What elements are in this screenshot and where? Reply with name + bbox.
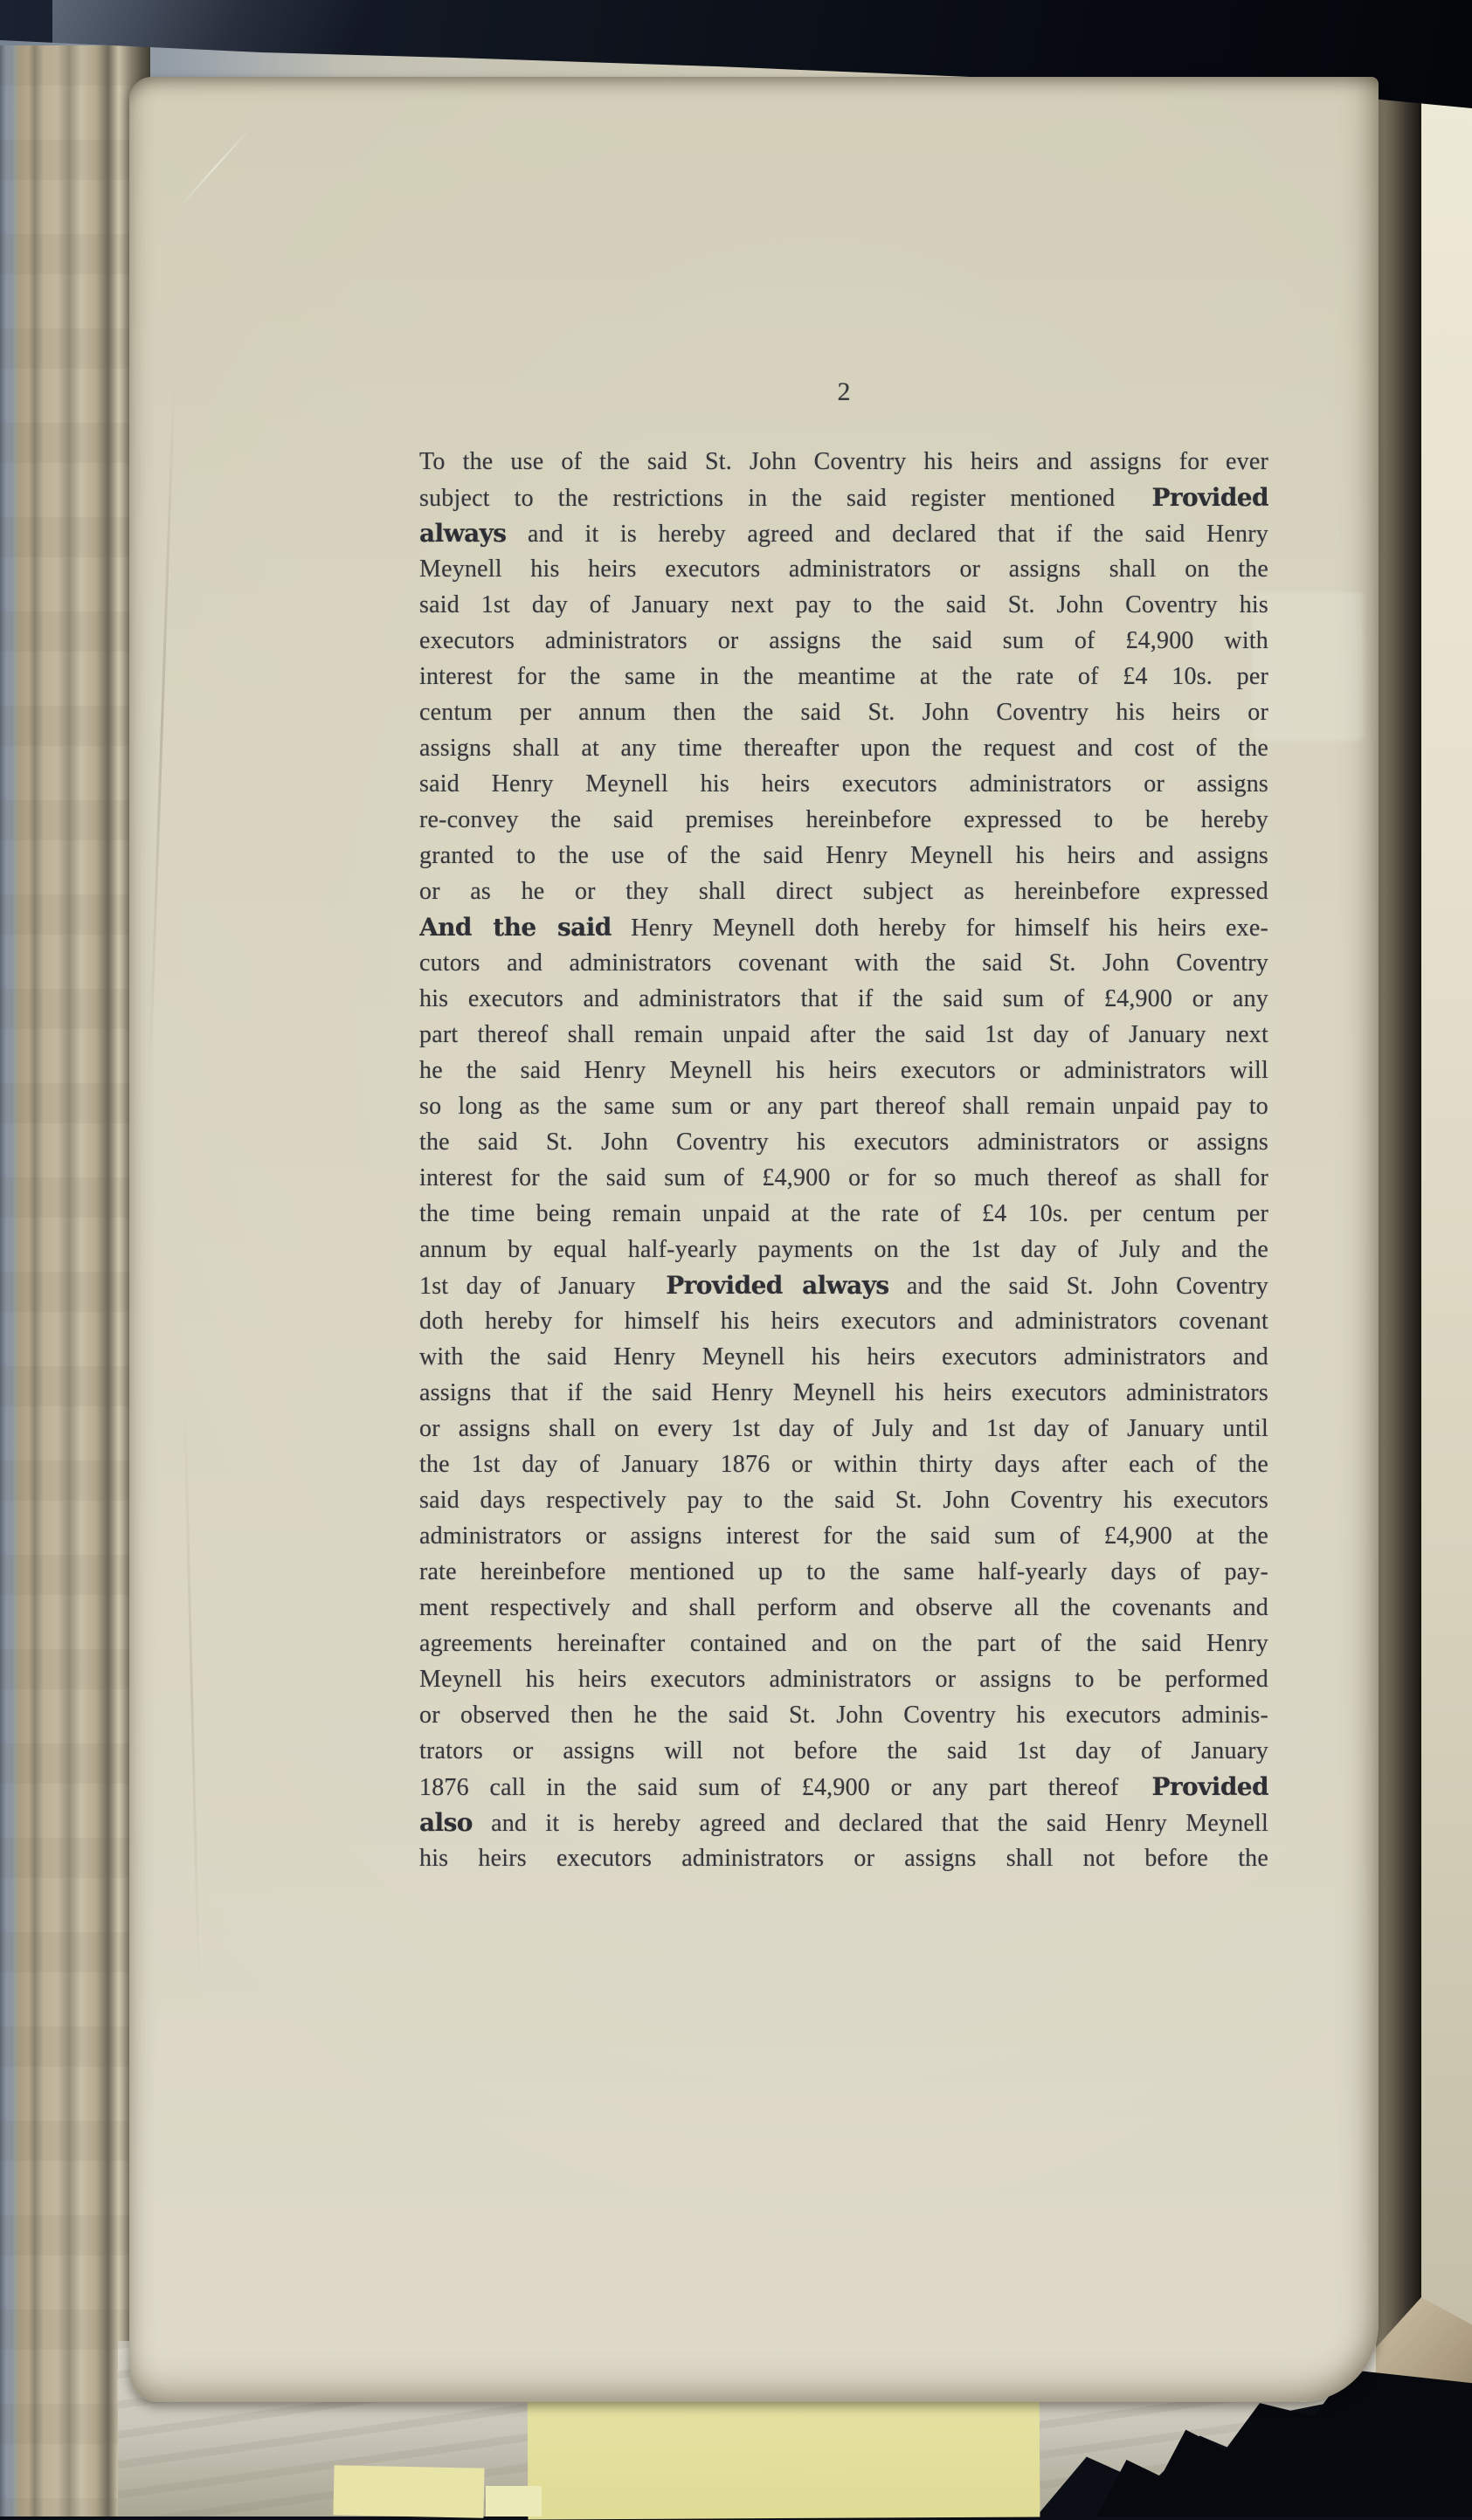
text-segment: re-convey the said premises hereinbefore expressed to be hereby <box>419 806 1268 833</box>
text-segment: part thereof shall remain unpaid after the said 1st day of January next <box>419 1021 1268 1048</box>
text-line <box>419 623 1268 659</box>
blackletter-segment: And the said <box>419 913 612 942</box>
text-segment: subject to the restrictions in the said register mentioned <box>419 485 1152 512</box>
show-through-patch <box>1252 592 1364 741</box>
text-segment: 1st day of January <box>419 1273 667 1300</box>
yellow-slip-fragment <box>333 2465 484 2518</box>
text-line <box>419 1160 1268 1196</box>
text-line <box>419 1769 1268 1805</box>
page-edge-shadow-gap <box>1373 87 1420 2428</box>
text-segment: he the said Henry Meynell his heirs executors or administrators will <box>419 1057 1268 1084</box>
blackletter-segment: Provided <box>1151 1772 1268 1801</box>
text-segment: his heirs executors administrators or assigns shall not before the <box>419 1845 1268 1872</box>
text-segment: centum per annum then the said St. John Coventry his heirs or <box>419 699 1268 726</box>
text-line <box>419 802 1268 838</box>
text-line <box>419 1518 1268 1554</box>
text-segment: his executors and administrators that if the said sum of £4,900 or any <box>419 985 1268 1012</box>
page-number: 2 <box>837 377 851 406</box>
text-line <box>419 945 1268 981</box>
paper-crease <box>183 1387 200 1999</box>
blackletter-segment: always <box>419 519 507 548</box>
text-segment: with the said Henry Meynell his heirs executors administrators and <box>419 1343 1268 1370</box>
text-segment: Meynell his heirs executors administrators or assigns shall on the <box>419 556 1268 583</box>
text-line <box>419 1303 1268 1339</box>
text-segment: or observed then he the said St. John Coventry his executors adminis- <box>419 1702 1268 1729</box>
text-segment: and the said St. John Coventry <box>888 1273 1268 1300</box>
text-line <box>419 1626 1268 1661</box>
text-segment: ment respectively and shall perform and observe all the covenants and <box>419 1594 1268 1621</box>
book-foredge-strip <box>1419 93 1472 2364</box>
text-segment: assigns shall at any time thereafter upon the request and cost of the <box>419 735 1268 762</box>
text-line <box>419 1411 1268 1446</box>
text-line <box>419 766 1268 802</box>
text-line <box>419 1339 1268 1375</box>
text-line <box>419 1446 1268 1482</box>
text-segment: interest for the same in the meantime at the rate of £4 10s. per <box>419 663 1268 690</box>
text-segment: and it is hereby agreed and declared that the said Henry Meynell <box>472 1810 1268 1837</box>
yellow-slip-sliver <box>486 2486 542 2517</box>
text-segment: the time being remain unpaid at the rate of £4 10s. per centum per <box>419 1200 1268 1227</box>
text-segment: administrators or assigns interest for the said sum of £4,900 at the <box>419 1522 1268 1550</box>
text-line <box>419 838 1268 873</box>
text-line <box>419 1196 1268 1232</box>
text-line <box>419 1267 1268 1303</box>
text-line <box>419 1482 1268 1518</box>
text-segment: said Henry Meynell his heirs executors administrators or assigns <box>419 770 1268 797</box>
paper-crease <box>149 365 176 1081</box>
text-line <box>419 1554 1268 1590</box>
text-line <box>419 1088 1268 1124</box>
text-segment: doth hereby for himself his heirs executors and administrators covenant <box>419 1308 1268 1335</box>
text-line <box>419 444 1268 480</box>
text-line <box>419 1124 1268 1160</box>
text-segment: Meynell his heirs executors administrators or assigns to be performed <box>419 1666 1268 1693</box>
text-segment: said 1st day of January next pay to the said St. John Coventry his <box>419 591 1268 618</box>
page-stack-left-edges <box>0 45 150 2517</box>
text-line <box>419 909 1268 945</box>
text-segment: granted to the use of the said Henry Meynell his heirs and assigns <box>419 842 1268 869</box>
text-line <box>419 1840 1268 1876</box>
text-line <box>419 1590 1268 1626</box>
text-line <box>419 1017 1268 1053</box>
book-page <box>129 77 1379 2402</box>
text-line <box>419 730 1268 766</box>
text-line <box>419 551 1268 587</box>
text-line <box>419 587 1268 623</box>
text-segment: the 1st day of January 1876 or within thirty days after each of the <box>419 1451 1268 1478</box>
text-segment: cutors and administrators covenant with the said St. John Coventry <box>419 949 1268 977</box>
blackletter-segment: Provided <box>1151 483 1268 512</box>
text-line <box>419 515 1268 551</box>
text-line <box>419 1733 1268 1769</box>
blackletter-segment: Provided always <box>666 1271 889 1300</box>
blackletter-segment: also <box>419 1808 473 1837</box>
text-segment: 1876 call in the said sum of £4,900 or any part thereof <box>419 1774 1152 1801</box>
text-segment: so long as the same sum or any part thereof shall remain unpaid pay to <box>419 1093 1268 1120</box>
text-line <box>419 1375 1268 1411</box>
text-line <box>419 981 1268 1017</box>
text-segment: interest for the said sum of £4,900 or for so much thereof as shall for <box>419 1164 1268 1191</box>
text-segment: said days respectively pay to the said St. John Coventry his executors <box>419 1487 1268 1514</box>
text-line <box>419 1053 1268 1088</box>
text-segment: Henry Meynell doth hereby for himself his heirs exe- <box>611 915 1268 942</box>
text-line <box>419 694 1268 730</box>
text-segment: executors administrators or assigns the said sum of £4,900 with <box>419 627 1268 654</box>
text-line <box>419 873 1268 909</box>
text-line <box>419 659 1268 694</box>
text-line <box>419 480 1268 515</box>
text-line <box>419 1232 1268 1267</box>
text-line <box>419 1805 1268 1840</box>
text-segment: assigns that if the said Henry Meynell his heirs executors administrators <box>419 1379 1268 1406</box>
text-segment: trators or assigns will not before the said 1st day of January <box>419 1737 1268 1764</box>
text-line <box>419 1697 1268 1733</box>
document-text <box>419 444 1268 1876</box>
text-segment: rate hereinbefore mentioned up to the same half-yearly days of pay- <box>419 1558 1268 1585</box>
text-segment: annum by equal half-yearly payments on the 1st day of July and the <box>419 1236 1268 1263</box>
text-line <box>419 1661 1268 1697</box>
text-segment: and it is hereby agreed and declared that if the said Henry <box>506 521 1268 548</box>
text-segment: or as he or they shall direct subject as hereinbefore expressed <box>419 878 1268 905</box>
text-segment: To the use of the said St. John Coventry his heirs and assigns for ever <box>419 448 1268 475</box>
text-segment: the said St. John Coventry his executors administrators or assigns <box>419 1129 1268 1156</box>
paper-scratch <box>176 126 252 211</box>
text-segment: agreements hereinafter contained and on the part of the said Henry <box>419 1630 1268 1657</box>
text-segment: or assigns shall on every 1st day of July and 1st day of January until <box>419 1415 1268 1442</box>
